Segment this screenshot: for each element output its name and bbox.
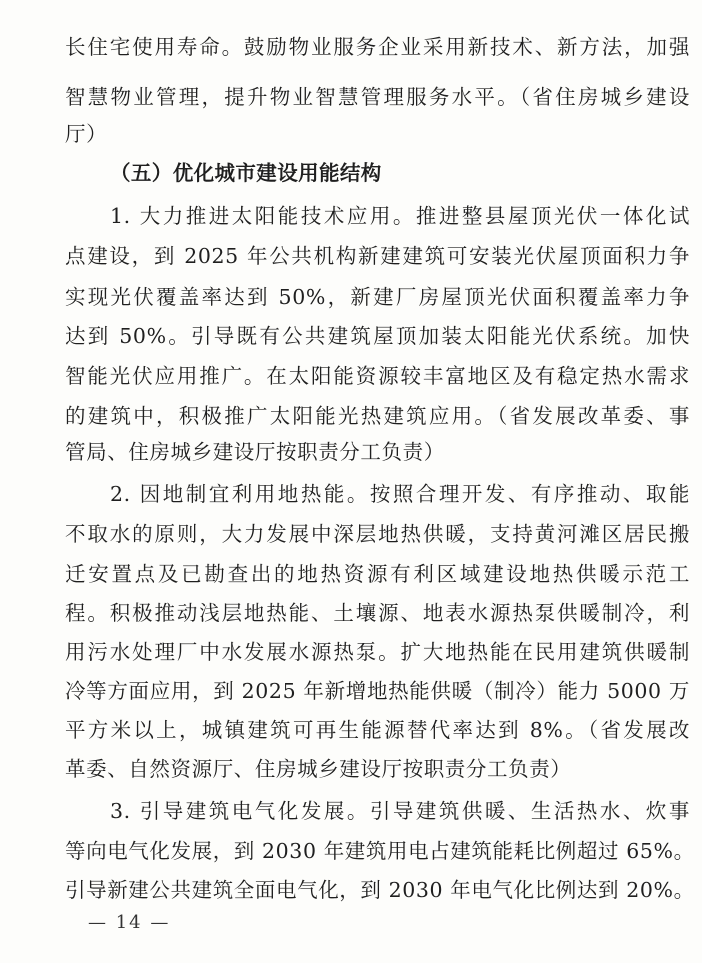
paragraph-line: 等向电气化发展，到 2030 年建筑用电占建筑能耗比例超过 65%。: [65, 839, 695, 863]
paragraph-line: 达到 50%。引导既有公共建筑屋顶加装太阳能光伏系统。加快: [65, 324, 690, 348]
paragraph-line: 用污水处理厂中水发展水源热泵。扩大地热能在民用建筑供暖制: [65, 640, 690, 664]
paragraph-line: 3. 引导建筑电气化发展。引导建筑供暖、生活热水、炊事: [110, 799, 690, 823]
paragraph-line: 的建筑中，积极推广太阳能光热建筑应用。（省发展改革委、事: [65, 404, 690, 428]
paragraph-line: 智慧物业管理，提升物业智慧管理服务水平。（省住房城乡建设: [65, 85, 690, 109]
paragraph-line: 革委、自然资源厅、住房城乡建设厅按职责分工负责）: [65, 757, 572, 781]
paragraph-line: 厅）: [65, 122, 108, 146]
paragraph-line: 长住宅使用寿命。鼓励物业服务企业采用新技术、新方法，加强: [65, 35, 690, 59]
paragraph-line: 迁安置点及已勘查出的地热资源有利区域建设地热供暖示范工: [65, 562, 690, 586]
page-number: — 14 —: [88, 912, 171, 933]
paragraph-line: 1. 大力推进太阳能技术应用。推进整县屋顶光伏一体化试: [110, 204, 690, 228]
paragraph-line: 不取水的原则，大力发展中深层地热供暖，支持黄河滩区居民搬: [65, 522, 690, 546]
paragraph-line: 平方米以上，城镇建筑可再生能源替代率达到 8%。（省发展改: [65, 718, 690, 742]
section-heading: （五）优化城市建设用能结构: [110, 161, 382, 185]
paragraph-line: 引导新建公共建筑全面电气化，到 2030 年电气化比例达到 20%。: [65, 878, 695, 902]
paragraph-line: 实现光伏覆盖率达到 50%，新建厂房屋顶光伏面积覆盖率力争: [65, 285, 690, 309]
paragraph-line: 管局、住房城乡建设厅按职责分工负责）: [65, 440, 445, 464]
paragraph-line: 点建设，到 2025 年公共机构新建建筑可安装光伏屋顶面积力争: [65, 244, 690, 268]
paragraph-line: 程。积极推动浅层地热能、土壤源、地表水源热泵供暖制冷，利: [65, 601, 690, 625]
paragraph-line: 2. 因地制宜利用地热能。按照合理开发、有序推动、取能: [110, 482, 690, 506]
paragraph-line: 冷等方面应用，到 2025 年新增地热能供暖（制冷）能力 5000 万: [65, 679, 690, 703]
paragraph-line: 智能光伏应用推广。在太阳能资源较丰富地区及有稳定热水需求: [65, 364, 690, 388]
